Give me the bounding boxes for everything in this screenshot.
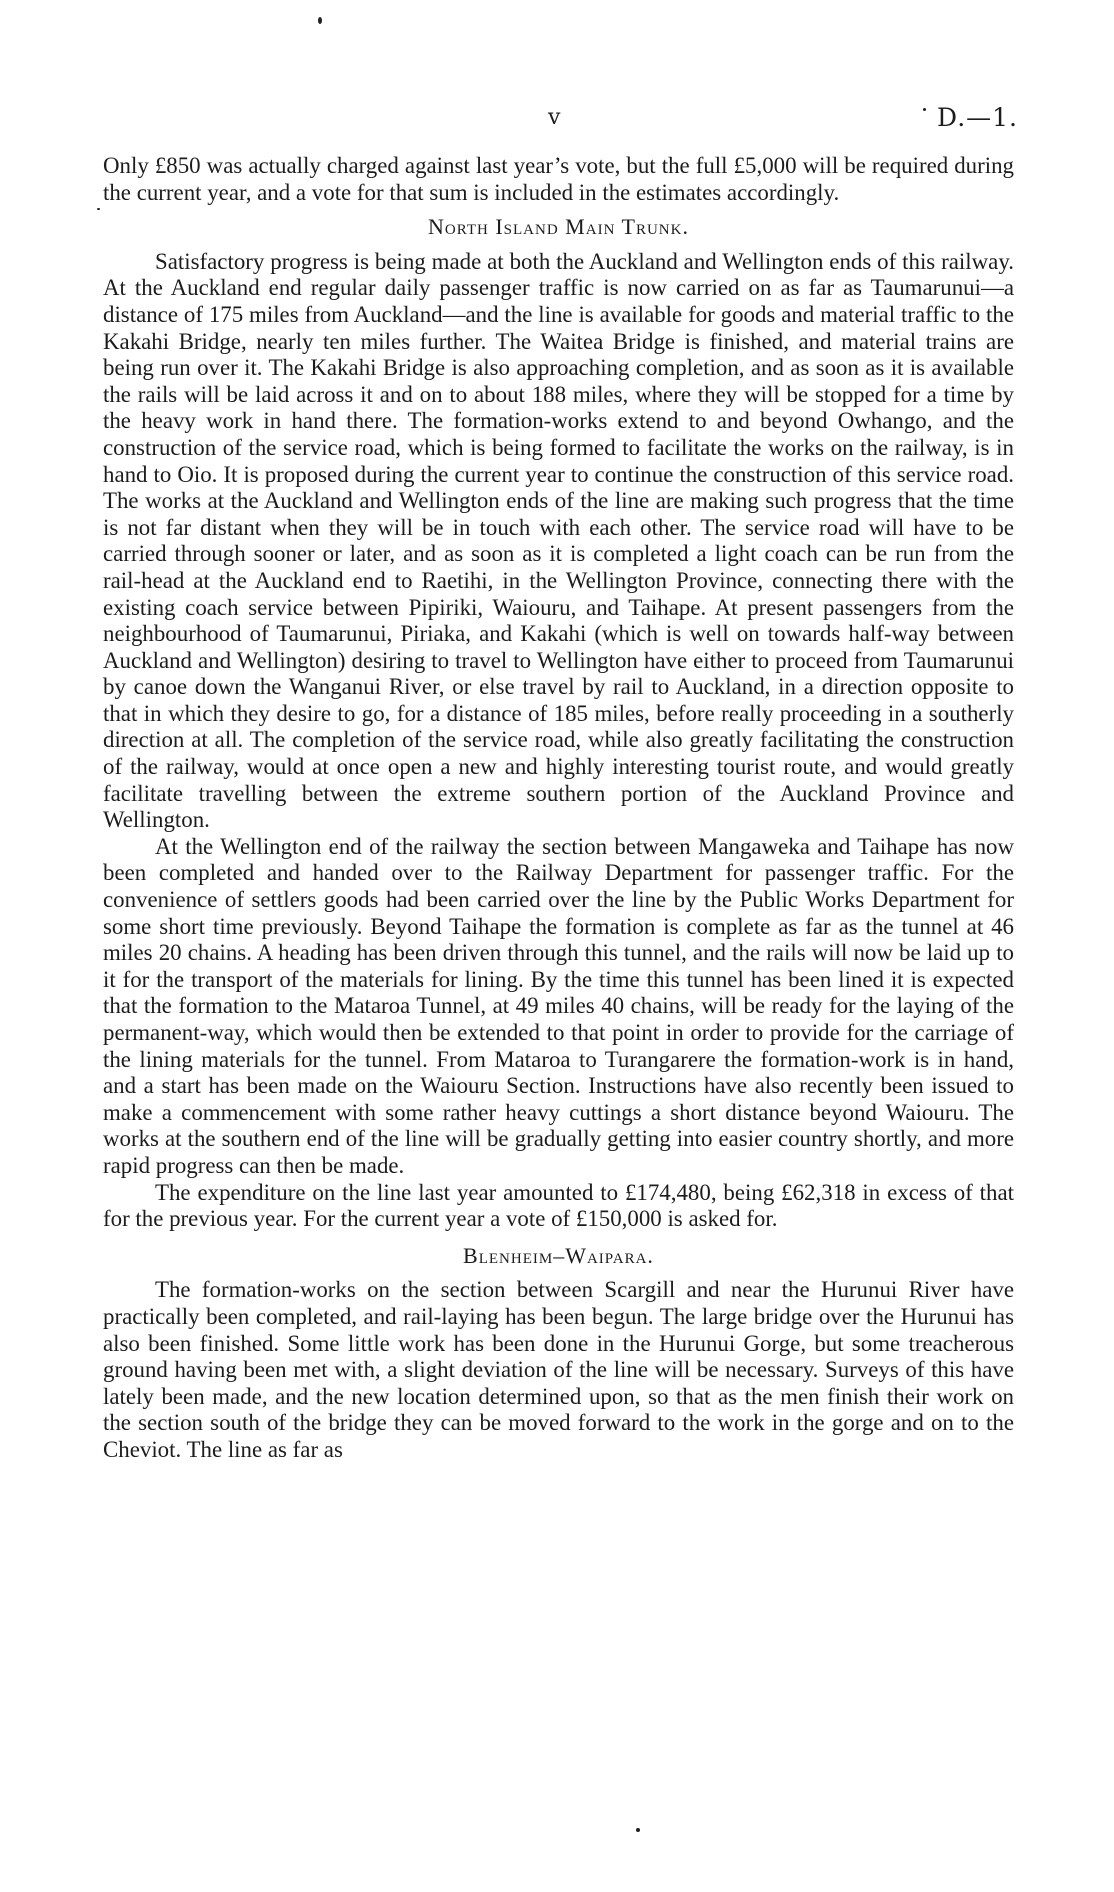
section-heading-blenheim-waipara: Blenheim–Waipara. <box>463 1242 654 1268</box>
paragraph-continuation: Only £850 was actually charged against last year’s vote, but the full £5,000 will be required during the current year, and a vote for that sum is included in the estimates accordingly. <box>103 153 1014 205</box>
scan-speck <box>97 208 100 210</box>
page-number: v <box>548 105 562 130</box>
scan-speck <box>636 1828 640 1832</box>
paragraph: The formation-works on the section between Scargill and near the Hurunui River have practically been completed, and rail-laying has been begun. The large bridge over the Hurunui has also been finished. Some little work has been done in the Hurunui Gorge, but some treacherous ground having been met with, a slight deviation of the line will be necessary. Surveys of this have lately been made, and the new location determined upon, so that as the men finish their work on the section south of the bridge they can be moved forward to the work in the gorge and on to the Cheviot. The line as far as <box>103 1277 1014 1462</box>
section-heading-north-island-main-trunk: North Island Main Trunk. <box>428 214 689 240</box>
paragraph: At the Wellington end of the railway the section between Mangaweka and Taihape has now been completed and handed over to the Railway Department for passenger traffic. For the convenience of settlers goods had been carried over the line by the Public Works Department for some short time previously. Beyond Taihape the formation is complete as far as the tunnel at 46 miles 20 chains. A heading has been driven through this tunnel, and the rails will now be laid up to it for the transport of the materials for lining. By the time this tunnel has been lined it is expected that the formation to the Mataroa Tunnel, at 49 miles 40 chains, will be ready for the laying of the permanent-way, which would then be extended to that point in order to provide for the carriage of the lining materials for the tunnel. From Mataroa to Turangarere the formation-work is in hand, and a start has been made on the Waiouru Section. Instructions have also recently been issued to make a commencement with some rather heavy cuttings a short distance beyond Waiouru. The works at the southern end of the line will be gradually getting into easier country shortly, and more rapid progress can then be made. <box>103 833 1014 1178</box>
scan-speck <box>923 108 926 111</box>
scan-speck <box>318 17 322 24</box>
paragraph: The expenditure on the line last year amounted to £174,480, being £62,318 in excess of that for the previous year. For the current year a vote of £150,000 is asked for. <box>103 1179 1014 1232</box>
body-text <box>103 153 1014 1464</box>
paragraph: Satisfactory progress is being made at both the Auckland and Wellington ends of this railway. At the Auckland end regular daily passenger traffic is now carried on as far as Taumarunui—a distance of 175 miles from Auckland—and the line is available for goods and material traffic to the Kakahi Bridge, nearly ten miles further. The Waitea Bridge is finished, and material trains are being run over it. The Kakahi Bridge is also approaching completion, and as soon as it is available the rails will be laid across it and on to about 188 miles, where they will be stopped for a time by the heavy work in hand there. The formation-works extend to and beyond Owhango, and the construction of the service road, which is being formed to facilitate the works on the railway, is in hand to Oio. It is proposed during the current year to continue the construction of this service road. The works at the Auckland and Wellington ends of the line are making such progress that the time is not far distant when they will be in touch with each other. The service road will have to be carried through sooner or later, and as soon as it is completed a light coach can be run from the rail-head at the Auckland end to Raetihi, in the Wellington Province, connecting there with the existing coach service between Pipiriki, Waiouru, and Taihape. At present passengers from the neighbourhood of Taumarunui, Piriaka, and Kakahi (which is well on towards half-way between Auckland and Wellington) desiring to travel to Wellington have either to proceed from Taumarunui by canoe down the Wanganui River, or else travel by rail to Auckland, in a direction opposite to that in which they desire to go, for a distance of 185 miles, before really proceeding in a southerly direction at all. The completion of the service road, while also greatly facilitating the construction of the railway, would at once open a new and highly interesting tourist route, and would greatly facilitate travelling between the extreme southern portion of the Auckland Province and Wellington. <box>103 248 1014 833</box>
document-reference: D.—1. <box>937 103 1018 132</box>
